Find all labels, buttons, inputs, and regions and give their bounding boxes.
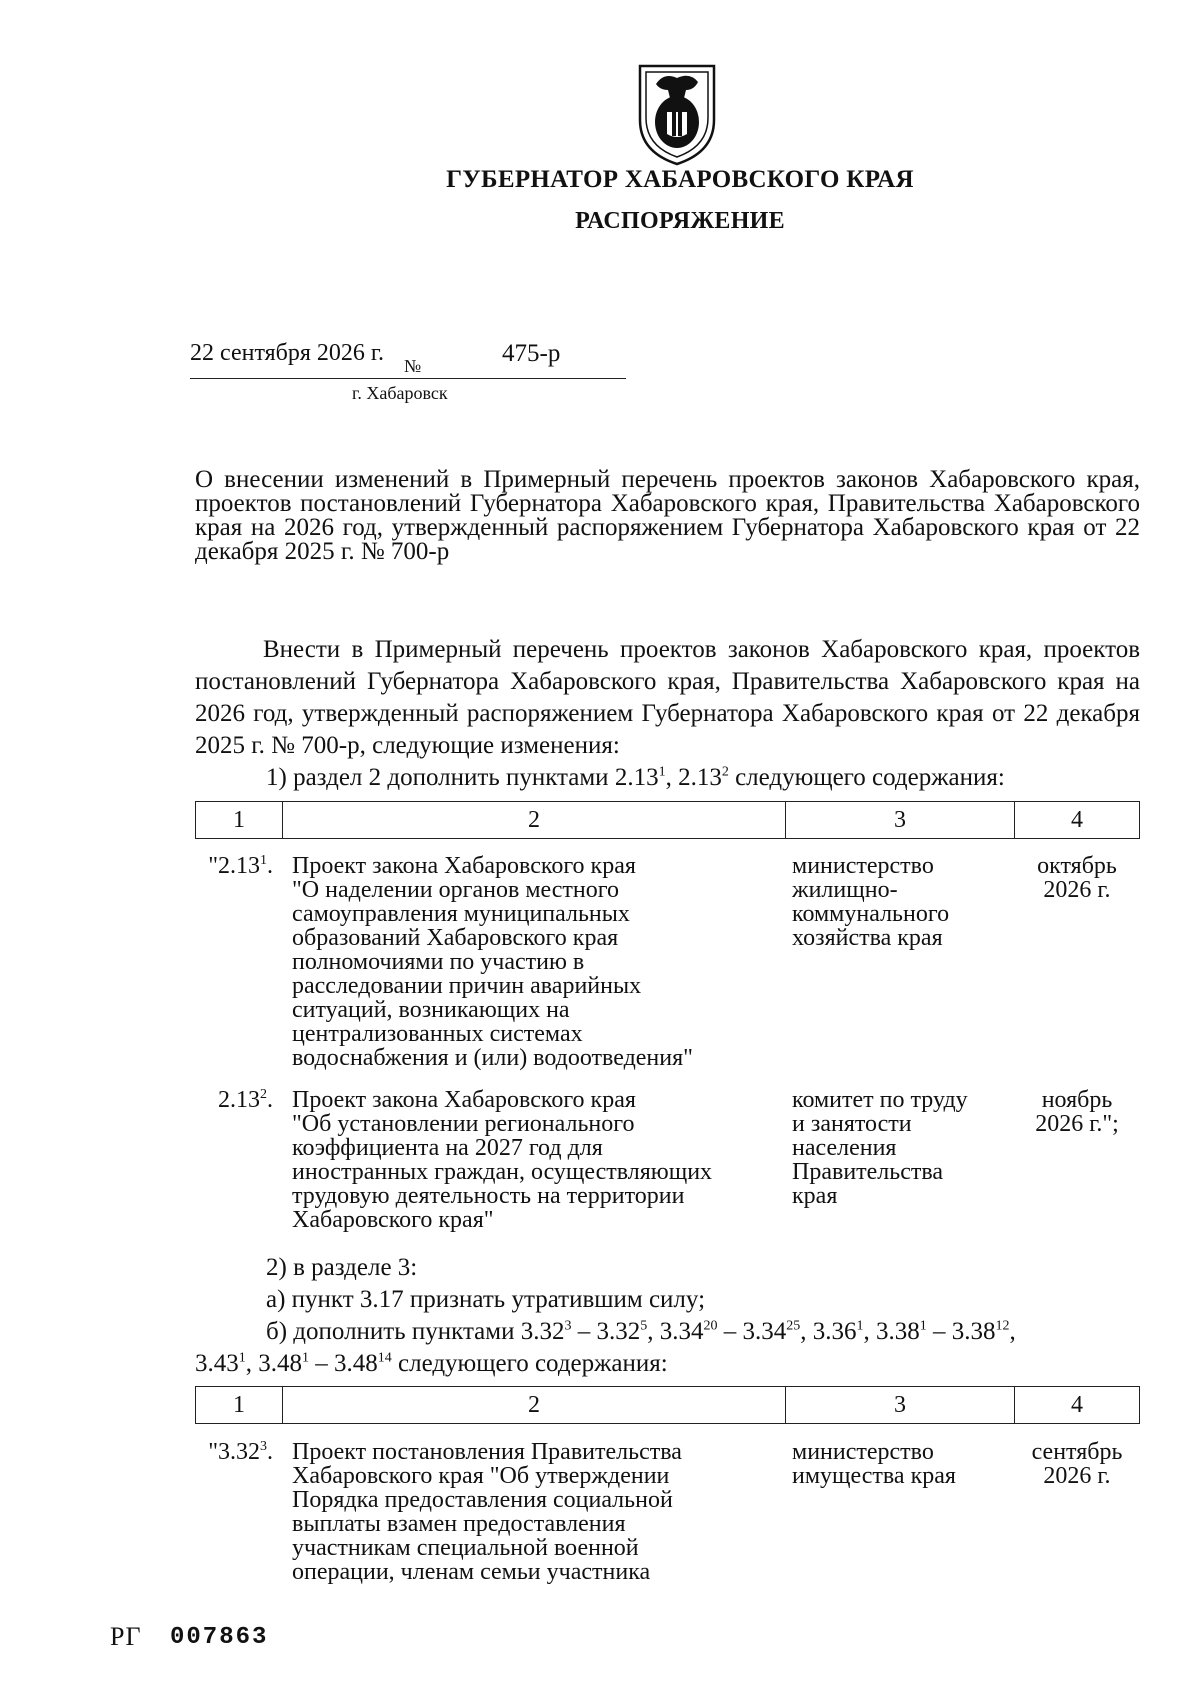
table-2-header bbox=[195, 1386, 1140, 1424]
table-row-1-number: "2.13$^1$. bbox=[208, 853, 273, 879]
list-item: комитет по труду bbox=[792, 1087, 968, 1113]
header-col-3: 3 bbox=[786, 1387, 1015, 1424]
list-item: иностранных граждан, осуществляющих bbox=[292, 1159, 713, 1185]
list-item: самоуправления муниципальных bbox=[292, 901, 630, 927]
date-number-underline bbox=[190, 378, 626, 379]
table-row-2-responsible bbox=[792, 1088, 1012, 1208]
document-subject: О внесении изменений в Примерный перечень проектов законов Хабаровского края, проектов постановлений Губернатора Хабаровского края, Правительства Хабаровского края на 2026 год, утвержденный распоряжением Губернатора Хабаровского края от 22 декабря 2025 г. № 700-р bbox=[195, 466, 1140, 565]
table-row-1-deadline bbox=[1014, 854, 1140, 902]
header-col-4: 4 bbox=[1015, 1387, 1140, 1424]
list-item: полномочиями по участию в bbox=[292, 949, 585, 975]
table-1-header bbox=[195, 801, 1140, 839]
list-item: Хабаровского края" bbox=[292, 1207, 494, 1233]
list-item: Хабаровского края "Об утверждении bbox=[292, 1463, 670, 1489]
list-item: хозяйства края bbox=[792, 925, 943, 951]
header-col-4: 4 bbox=[1015, 802, 1140, 839]
form-number: 007863 bbox=[170, 1624, 269, 1651]
list-item: 2026 г. bbox=[1043, 1463, 1111, 1489]
list-item: выплаты взамен предоставления bbox=[292, 1511, 626, 1537]
list-item: коэффициента на 2027 год для bbox=[292, 1135, 603, 1161]
list-item: образований Хабаровского края bbox=[292, 925, 619, 951]
document-date: 22 сентября 2026 г. bbox=[190, 340, 385, 366]
table-2-row-1-deadline bbox=[1014, 1440, 1140, 1488]
table-2-row-1-number: "3.32$^3$. bbox=[208, 1439, 273, 1465]
table-row-2-deadline bbox=[1014, 1088, 1140, 1136]
list-item: расследовании причин аварийных bbox=[292, 973, 642, 999]
list-item: 2026 г. bbox=[1043, 877, 1111, 903]
list-item: населения bbox=[792, 1135, 897, 1161]
list-item: министерство bbox=[792, 853, 934, 879]
list-item: ситуаций, возникающих на bbox=[292, 997, 570, 1023]
list-item: Проект постановления Правительства bbox=[292, 1439, 682, 1465]
table-row-2-number: 2.13$^2$. bbox=[218, 1087, 273, 1113]
list-item: 2026 г."; bbox=[1035, 1111, 1119, 1137]
list-item: централизованных системах bbox=[292, 1021, 583, 1047]
header-col-1: 1 bbox=[196, 802, 283, 839]
list-item: сентябрь bbox=[1031, 1439, 1123, 1465]
item-2-text: 2) в разделе 3: bbox=[266, 1254, 418, 1281]
table-row-2-title bbox=[292, 1088, 792, 1232]
list-item: Правительства bbox=[792, 1159, 944, 1185]
table-row-1-title bbox=[292, 854, 792, 1070]
list-item: Проект закона Хабаровского края bbox=[292, 1087, 636, 1113]
document-type-title: РАСПОРЯЖЕНИЕ bbox=[575, 208, 785, 234]
list-item: министерство bbox=[792, 1439, 934, 1465]
item-2b-text-line-1: б) дополнить пунктами 3.32$^3$ – 3.32$^5$, 3.34$^{20}$ – 3.34$^{25}$, 3.36$^1$, 3.38$^1$ – 3.38$^{12}$, bbox=[266, 1318, 1016, 1345]
list-item: коммунального bbox=[792, 901, 950, 927]
list-item: водоснабжения и (или) водоотведения" bbox=[292, 1045, 693, 1071]
list-item: Порядка предоставления социальной bbox=[292, 1487, 673, 1513]
list-item: "Об установлении регионального bbox=[292, 1111, 635, 1137]
list-item: операции, членам семьи участника bbox=[292, 1559, 651, 1585]
list-item: имущества края bbox=[792, 1463, 956, 1489]
header-col-2: 2 bbox=[283, 1387, 786, 1424]
table-row-1-responsible bbox=[792, 854, 1012, 950]
list-item: участникам специальной военной bbox=[292, 1535, 639, 1561]
authority-title: ГУБЕРНАТОР ХАБАРОВСКОГО КРАЯ bbox=[446, 166, 914, 193]
item-2a-text: а) пункт 3.17 признать утратившим силу; bbox=[266, 1286, 706, 1313]
intro-paragraph: Внести в Примерный перечень проектов законов Хабаровского края, проектов постановлений Губернатора Хабаровского края, Правительства Хабаровского края на 2026 год, утвержденный распоряжением Губернатора Хабаровского края от 22 декабря 2025 г. № 700-р, следующие изменения: bbox=[195, 636, 1140, 759]
number-sign: № bbox=[404, 356, 422, 376]
list-item: края bbox=[792, 1183, 838, 1209]
document-number: 475-р bbox=[502, 340, 561, 367]
list-item: и занятости bbox=[792, 1111, 912, 1137]
item-2b-text-line-2: 3.43$^1$, 3.48$^1$ – 3.48$^{14}$ следующего содержания: bbox=[195, 1350, 668, 1377]
form-series: РГ bbox=[110, 1622, 142, 1651]
list-item: Проект закона Хабаровского края bbox=[292, 853, 636, 879]
table-2-row-1-responsible bbox=[792, 1440, 1012, 1488]
list-item: "О наделении органов местного bbox=[292, 877, 619, 903]
document-city: г. Хабаровск bbox=[352, 383, 448, 403]
list-item: ноябрь bbox=[1041, 1087, 1113, 1113]
list-item: жилищно- bbox=[792, 877, 898, 903]
item-1-text: 1) раздел 2 дополнить пунктами 2.13$^1$, 2.13$^2$ следующего содержания: bbox=[266, 764, 1005, 791]
list-item: трудовую деятельность на территории bbox=[292, 1183, 685, 1209]
header-col-3: 3 bbox=[786, 802, 1015, 839]
header-col-1: 1 bbox=[196, 1387, 283, 1424]
table-2-row-1-title bbox=[292, 1440, 792, 1584]
header-col-2: 2 bbox=[283, 802, 786, 839]
list-item: октябрь bbox=[1037, 853, 1117, 879]
coat-of-arms-emblem bbox=[634, 60, 720, 168]
